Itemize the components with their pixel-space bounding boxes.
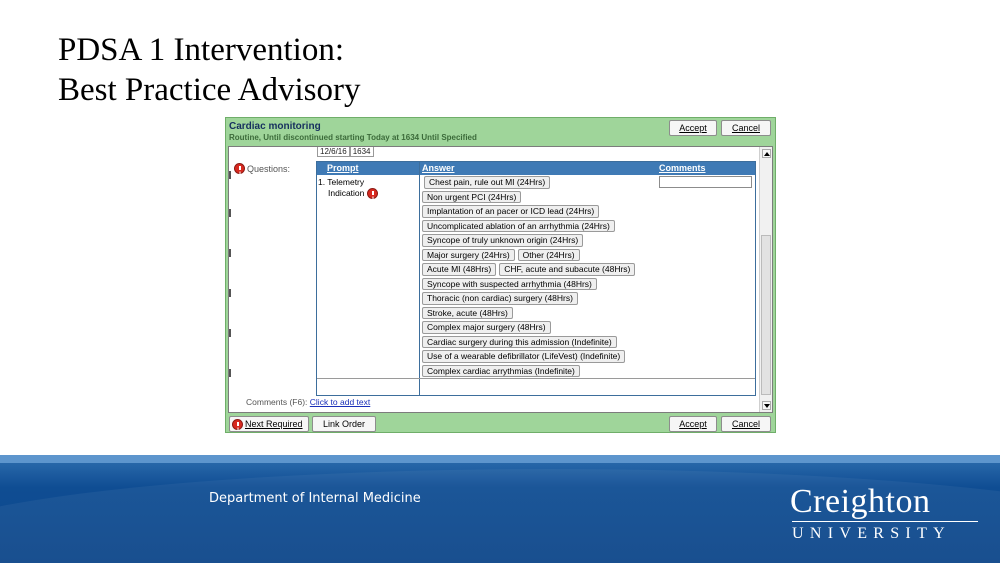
footer-stripe: [0, 455, 1000, 463]
answer-row: [422, 350, 658, 365]
order-dialog: [225, 117, 776, 433]
answer-button[interactable]: Complex cardiac arrythmias (Indefinite): [422, 365, 580, 378]
arrow-up-icon: [764, 152, 770, 156]
prompt-cell: [318, 177, 418, 199]
left-edge-markers: [229, 147, 231, 412]
slide-title: [58, 30, 360, 110]
arrow-down-icon: [764, 404, 770, 408]
cancel-label: Cancel: [731, 123, 760, 133]
answer-row: [422, 307, 658, 322]
answer-button[interactable]: Major surgery (24Hrs): [422, 249, 515, 262]
start-time: 1634: [350, 147, 374, 157]
cancel-label: Cancel: [731, 419, 760, 429]
required-icon: [367, 188, 378, 199]
answer-row: [422, 278, 658, 293]
slide-title-line-1: PDSA 1 Intervention:: [58, 32, 344, 68]
answer-button[interactable]: Thoracic (non cardiac) surgery (48Hrs): [422, 292, 578, 305]
dialog-title: Cardiac monitoring: [229, 121, 321, 132]
slide-title-line-2: Best Practice Advisory: [58, 72, 361, 108]
prompt-line-2-text: Indication: [328, 188, 365, 198]
answer-row: [422, 263, 658, 278]
logo-name: Creighton: [790, 483, 931, 520]
answer-button[interactable]: Chest pain, rule out MI (24Hrs): [424, 176, 550, 189]
questions-label-text: Questions:: [247, 163, 291, 174]
answer-button[interactable]: Syncope with suspected arrhythmia (48Hrs): [422, 278, 597, 291]
accept-button-bottom[interactable]: [669, 416, 717, 432]
table-bottom-line: [317, 378, 755, 379]
questions-table-header: [317, 162, 755, 175]
prompt-line-1: 1. Telemetry: [318, 177, 365, 187]
logo-rule: [792, 521, 978, 522]
column-divider: [419, 162, 420, 395]
answer-button[interactable]: Stroke, acute (48Hrs): [422, 307, 513, 320]
answer-list: [422, 176, 658, 379]
answer-row: [422, 205, 658, 220]
answer-row: [422, 191, 658, 206]
comments-label: Comments (F6):: [246, 397, 308, 407]
answer-button[interactable]: Non urgent PCI (24Hrs): [422, 191, 521, 204]
slide-footer: [0, 455, 1000, 563]
cancel-button-top[interactable]: [721, 120, 771, 136]
answer-button[interactable]: Complex major surgery (48Hrs): [422, 321, 551, 334]
scroll-thumb[interactable]: [761, 235, 771, 395]
accept-button-top[interactable]: [669, 120, 717, 136]
answer-button[interactable]: Implantation of an pacer or ICD lead (24Hrs): [422, 205, 599, 218]
add-comment-link[interactable]: Click to add text: [309, 397, 371, 407]
answer-row: [422, 365, 658, 380]
required-icon: [234, 163, 245, 174]
comment-input[interactable]: [659, 176, 752, 188]
answer-row: [422, 321, 658, 336]
accept-label: Accept: [679, 419, 707, 429]
answer-button[interactable]: Cardiac surgery during this admission (Indefinite): [422, 336, 617, 349]
answer-button[interactable]: Other (24Hrs): [518, 249, 580, 262]
dialog-header: [226, 118, 775, 146]
questions-label: [234, 163, 290, 174]
column-header-answer[interactable]: Answer: [422, 163, 455, 173]
dialog-subtitle: Routine, Until discontinued starting Today at 1634 Until Specified: [229, 133, 477, 142]
answer-row: [422, 292, 658, 307]
comments-row: [246, 397, 370, 407]
required-icon: [232, 419, 243, 430]
answer-row: [422, 176, 658, 191]
department-name: Department of Internal Medicine: [209, 491, 421, 506]
answer-row: [422, 234, 658, 249]
start-datetime[interactable]: [317, 147, 374, 157]
university-logo: [790, 485, 980, 545]
answer-row: [422, 336, 658, 351]
answer-button[interactable]: Use of a wearable defibrillator (LifeVest) (Indefinite): [422, 350, 625, 363]
logo-subtitle: UNIVERSITY: [792, 525, 951, 542]
vertical-scrollbar[interactable]: [759, 147, 772, 412]
scroll-down-button[interactable]: [762, 401, 771, 410]
column-header-comments[interactable]: Comments: [659, 163, 706, 173]
answer-row: [422, 249, 658, 264]
prompt-line-2: [318, 188, 418, 199]
scroll-up-button[interactable]: [762, 149, 771, 158]
accept-label: Accept: [679, 123, 707, 133]
link-order-button[interactable]: [312, 416, 376, 432]
answer-button[interactable]: Syncope of truly unknown origin (24Hrs): [422, 234, 583, 247]
start-date: 12/6/16: [317, 147, 350, 157]
answer-button[interactable]: Acute MI (48Hrs): [422, 263, 496, 276]
questions-table: [316, 161, 756, 396]
cancel-button-bottom[interactable]: [721, 416, 771, 432]
answer-button[interactable]: Uncomplicated ablation of an arrhythmia (24Hrs): [422, 220, 615, 233]
next-required-button[interactable]: [229, 416, 309, 432]
link-order-label: Link Order: [322, 419, 366, 429]
answer-row: [422, 220, 658, 235]
answer-button[interactable]: CHF, acute and subacute (48Hrs): [499, 263, 635, 276]
column-header-prompt[interactable]: Prompt: [327, 163, 359, 173]
dialog-body: [228, 146, 773, 413]
next-required-label: Next Required: [245, 419, 303, 429]
